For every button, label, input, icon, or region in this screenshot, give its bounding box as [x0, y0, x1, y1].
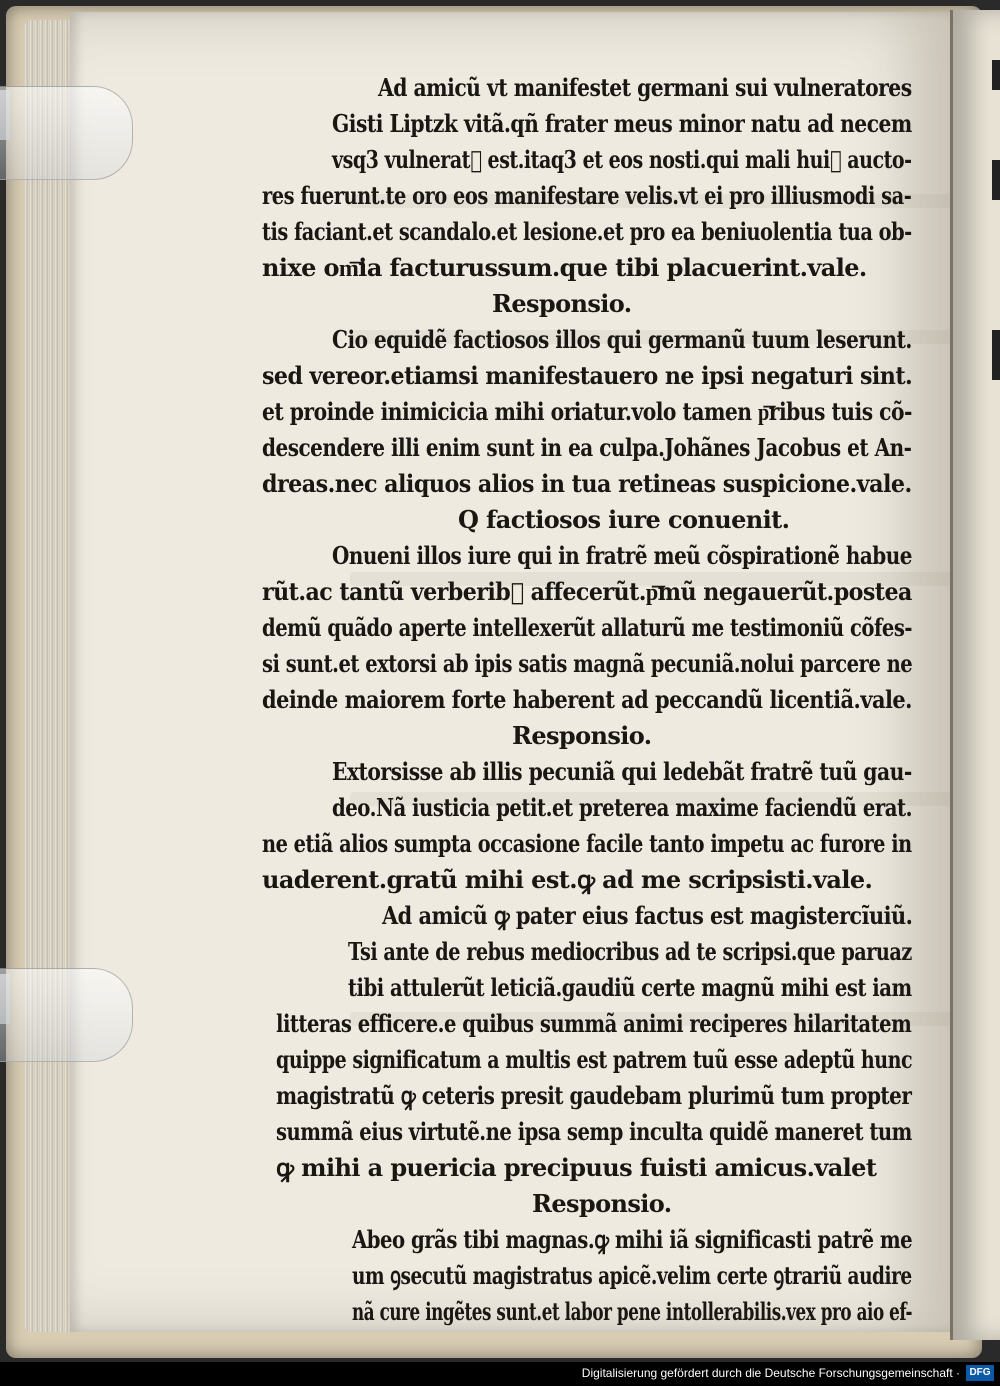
text-line: Onueni illos iure qui in fratrẽ meũ cõspirationẽ habue — [332, 541, 912, 570]
text-line: Cio equidẽ factiosos illos qui germanũ tuum leserunt. — [332, 325, 912, 354]
text-line: summã eius virtutẽ.ne ipsa semp inculta quidẽ maneret tum — [276, 1117, 912, 1146]
text-line: demũ quãdo aperte intellexerũt allaturũ me testimoniũ cõfes- — [262, 613, 913, 642]
text-line: vsq3 vulnerat᷒ est.itaq3 et eos nosti.qui mali hui᷒ aucto- — [332, 145, 912, 174]
text-line: tis faciant.et scandalo.et lesione.et pro ea beniuolentia tua ob- — [262, 217, 912, 246]
right-page-text-fragment — [992, 160, 1000, 200]
text-line: Ad amicũ vt manifestet germani sui vulneratores — [378, 73, 912, 102]
text-line: dreas.nec aliquos alios in tua retineas suspicione.vale. — [262, 469, 912, 498]
text-line: uaderent.gratũ mihi est.ꝙ ad me scripsisti.vale. — [262, 865, 873, 894]
right-page-text-fragment — [992, 330, 1000, 380]
right-page-text-fragment — [992, 60, 1000, 90]
text-line: quippe significatum a multis est patrem tuũ esse adeptũ hunc — [276, 1045, 913, 1074]
section-heading: Responsio. — [532, 1189, 672, 1218]
footer-bar — [0, 1362, 1000, 1386]
text-line: Abeo grãs tibi magnas.ꝙ mihi iã significasti patrẽ me — [352, 1225, 913, 1254]
text-line: Extorsisse ab illis pecuniã qui ledebãt fratrẽ tuũ gau- — [332, 757, 912, 786]
section-heading: Responsio. — [512, 721, 652, 750]
right-page — [950, 10, 1000, 1340]
text-line: Gisti Liptzk vitã.qñ frater meus minor natu ad necem — [332, 109, 912, 138]
text-line: res fuerunt.te oro eos manifestare velis.vt ei pro illiusmodi sa- — [262, 181, 912, 210]
text-line: rũt.ac tantũ verberib᷒ affecerũt.p͞mũ negauerũt.postea — [262, 577, 912, 606]
text-line: um ꝯsecutũ magistratus apicẽ.velim certe ꝯtrariũ audire — [352, 1261, 912, 1290]
text-line: Tsi ante de rebus mediocribus ad te scripsi.que paruaz — [348, 937, 912, 966]
funding-notice: Digitalisierung gefördert durch die Deutsche Forschungsgemeinschaft · — [581, 1366, 960, 1380]
text-line: deo.Nã iusticia petit.et preterea maxime faciendũ erat. — [332, 793, 912, 822]
text-line: sed vereor.etiamsi manifestauero ne ipsi negaturi sint. — [262, 361, 913, 390]
text-line: nixe om͞ia facturussum.que tibi placuerint.vale. — [262, 253, 867, 282]
text-line: et proinde inimicicia mihi oriatur.volo tamen p͞ribus tuis cõ- — [262, 397, 912, 426]
section-heading: Q factiosos iure conuenit. — [458, 505, 790, 534]
section-heading: Responsio. — [492, 289, 632, 318]
page-clip-bottom — [0, 968, 133, 1062]
text-line: ꝙ mihi a puericia precipuus fuisti amicus.valet — [276, 1153, 877, 1182]
text-line: deinde maiorem forte haberent ad peccandũ licentiã.vale. — [262, 685, 912, 714]
text-line: tibi attulerũt leticiã.gaudiũ certe magnũ mihi est iam — [348, 973, 912, 1002]
text-line: si sunt.et extorsi ab ipis satis magnã pecuniã.nolui parcere ne — [262, 649, 913, 678]
text-line: magistratũ ꝙ ceteris presit gaudebam plurimũ tum propter — [276, 1081, 912, 1110]
section-heading: Ad amicũ ꝙ pater eius factus est magistercĩuiũ. — [382, 901, 913, 930]
text-line: nã cure ingẽtes sunt.et labor pene intollerabilis.vex pro aio ef- — [352, 1297, 913, 1326]
text-line: ne etiã alios sumpta occasione facile tanto impetu ac furore in — [262, 829, 912, 858]
dfg-logo-icon: DFG — [966, 1365, 994, 1381]
page-clip-top — [0, 86, 133, 180]
text-line: litteras efficere.e quibus summã animi reciperes hilaritatem — [276, 1009, 912, 1038]
text-line: descendere illi enim sunt in ea culpa.Johãnes Jacobus et An- — [262, 433, 912, 462]
